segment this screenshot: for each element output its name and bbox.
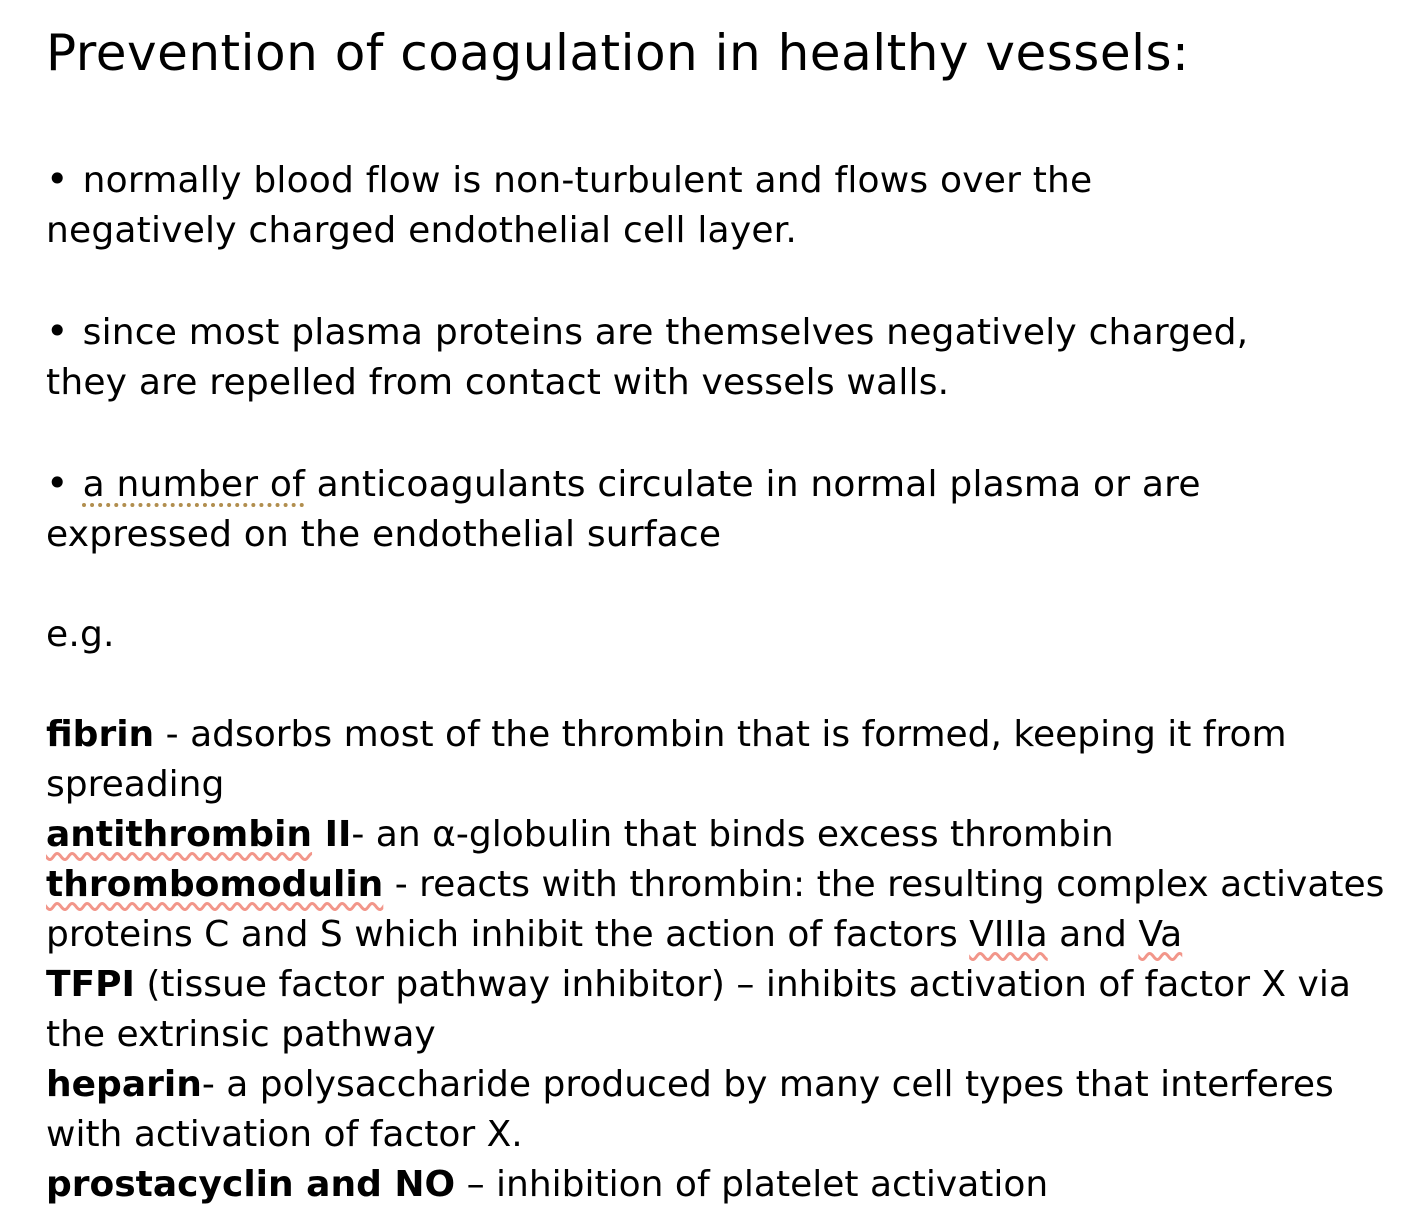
prostacyclin-term: prostacyclin and NO bbox=[46, 1164, 456, 1205]
antithrombin-line bbox=[46, 810, 1368, 860]
bullet-3-line-1 bbox=[46, 458, 1368, 510]
prostacyclin-text: – inhibition of platelet activation bbox=[455, 1164, 1049, 1205]
fibrin-term: fibrin bbox=[46, 714, 155, 755]
thrombomodulin-line-2 bbox=[46, 910, 1368, 960]
bullet-paragraph-2 bbox=[46, 306, 1368, 408]
bullet-1-text-2: negatively charged endothelial cell layer. bbox=[46, 210, 798, 251]
fibrin-text-1: - adsorbs most of the thrombin that is formed, keeping it from bbox=[154, 714, 1287, 755]
examples-list bbox=[46, 710, 1385, 1210]
fibrin-text-2: spreading bbox=[46, 764, 225, 805]
example-thrombomodulin bbox=[46, 860, 1385, 960]
thrombomodulin-line-1 bbox=[46, 860, 1385, 910]
tfpi-term: TFPI bbox=[46, 964, 135, 1005]
bullet-paragraph-1 bbox=[46, 154, 1368, 256]
fibrin-line-1 bbox=[46, 710, 1368, 760]
bullet-2-text-2: they are repelled from contact with vessels walls. bbox=[46, 362, 950, 403]
prostacyclin-line bbox=[46, 1160, 1368, 1210]
tfpi-line-2 bbox=[46, 1010, 1368, 1060]
example-fibrin bbox=[46, 710, 1368, 810]
heparin-text-1: - a polysaccharide produced by many cell types that interferes bbox=[201, 1064, 1334, 1105]
page-title: Prevention of coagulation in healthy vessels: bbox=[46, 24, 1190, 82]
bullet-icon: • bbox=[46, 461, 69, 505]
bullet-2-text-1: since most plasma proteins are themselves negatively charged, bbox=[82, 312, 1249, 353]
antithrombin-term: antithrombin bbox=[46, 814, 313, 855]
bullet-3-text-2: expressed on the endothelial surface bbox=[46, 514, 722, 555]
thrombomodulin-term: thrombomodulin bbox=[46, 864, 384, 905]
bullet-1-line-1 bbox=[46, 154, 1368, 206]
bullet-1-line-2 bbox=[46, 206, 1368, 256]
example-prostacyclin bbox=[46, 1160, 1368, 1210]
factor-va: Va bbox=[1138, 914, 1183, 955]
tfpi-text-2: the extrinsic pathway bbox=[46, 1014, 436, 1055]
tfpi-text-1: (tissue factor pathway inhibitor) – inhibits activation of factor X via bbox=[134, 964, 1351, 1005]
example-antithrombin bbox=[46, 810, 1368, 860]
heparin-line-2 bbox=[46, 1110, 1368, 1160]
eg-text: e.g. bbox=[46, 614, 115, 655]
heparin-term: heparin bbox=[46, 1064, 202, 1105]
fibrin-line-2 bbox=[46, 760, 1368, 810]
bullet-icon: • bbox=[46, 309, 69, 353]
bullet-3-text-1: anticoagulants circulate in normal plasma or are bbox=[304, 464, 1201, 505]
heparin-line-1 bbox=[46, 1060, 1368, 1110]
example-heparin bbox=[46, 1060, 1368, 1160]
tfpi-line-1 bbox=[46, 960, 1368, 1010]
example-tfpi bbox=[46, 960, 1368, 1060]
bullet-icon: • bbox=[46, 157, 69, 201]
factor-viiia: VIIIa bbox=[969, 914, 1048, 955]
bullet-1-text-1: normally blood flow is non-turbulent and flows over the bbox=[82, 160, 1093, 201]
thrombomodulin-text-2: proteins C and S which inhibit the action of factors bbox=[46, 914, 970, 955]
antithrombin-term-suffix: II bbox=[312, 814, 352, 855]
bullet-2-line-2 bbox=[46, 358, 1368, 408]
grammar-underlined-phrase: a number of bbox=[82, 464, 305, 505]
eg-label bbox=[46, 610, 1368, 660]
thrombomodulin-text-3: and bbox=[1047, 914, 1139, 955]
eg-paragraph bbox=[46, 610, 1368, 660]
bullet-3-line-2 bbox=[46, 510, 1368, 560]
bullet-2-line-1 bbox=[46, 306, 1368, 358]
thrombomodulin-text-1: - reacts with thrombin: the resulting complex activates bbox=[383, 864, 1385, 905]
bullet-paragraph-3 bbox=[46, 458, 1368, 560]
heparin-text-2: with activation of factor X. bbox=[46, 1114, 523, 1155]
antithrombin-text: - an α-globulin that binds excess thrombin bbox=[351, 814, 1114, 855]
